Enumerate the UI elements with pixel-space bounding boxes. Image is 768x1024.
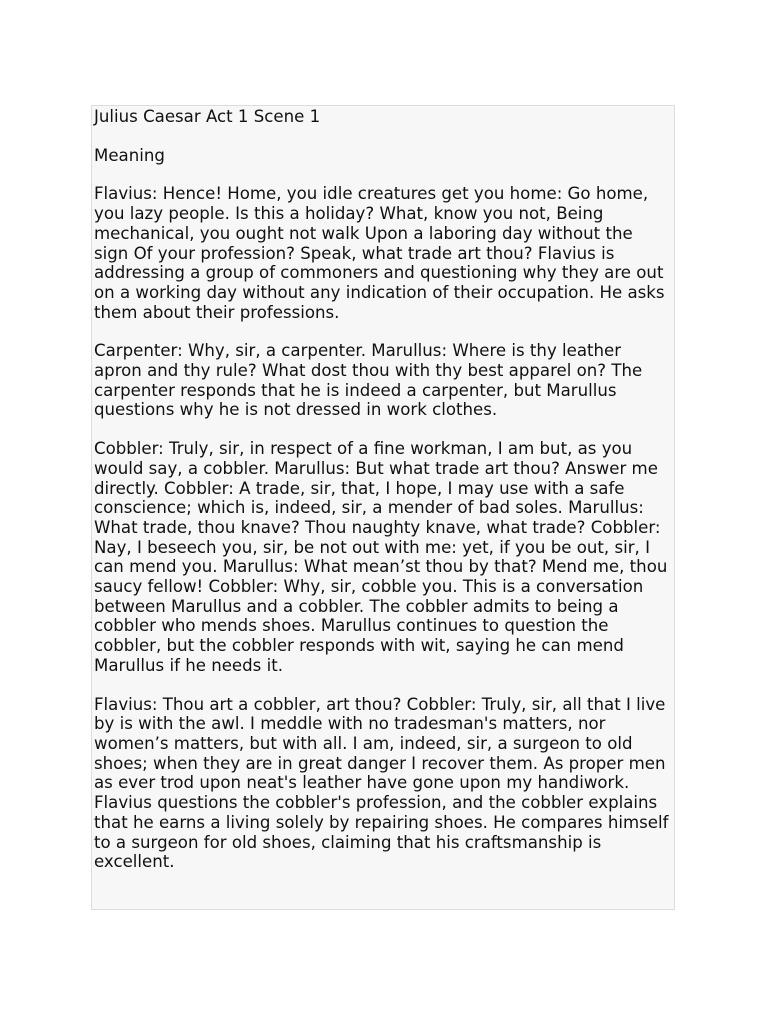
document-page bbox=[91, 105, 675, 910]
paragraph-carpenter: Carpenter: Why, sir, a carpenter. Marullus: Where is thy leather apron and thy rule? What dost thou with thy best apparel on? The carpenter responds that he is indeed a carpenter, but Marullus questions why he is not dressed in work clothes. bbox=[94, 341, 643, 420]
document-subtitle: Meaning bbox=[94, 145, 165, 165]
document-title: Julius Caesar Act 1 Scene 1 bbox=[94, 107, 321, 126]
paragraph-flavius-cobbler: Flavius: Thou art a cobbler, art thou? Cobbler: Truly, sir, all that I live by is with the awl. I meddle with no tradesman's matters, nor women’s matters, but with all. I am, indeed, sir, a surgeon to old shoes; when they are in great danger I recover them. As proper men as ever trod upon neat's leather have gone upon my handiwork. Flavius questions the cobbler's profession, and the cobbler explains that he earns a living solely by repairing shoes. He compares himself to a surgeon for old shoes, claiming that his craftsmanship is excellent. bbox=[94, 694, 669, 872]
paragraph-flavius-intro: Flavius: Hence! Home, you idle creatures get you home: Go home, you lazy people. Is this a holiday? What, know you not, Being mechanical, you ought not walk Upon a laboring day without the sign Of your profession? Speak, what trade art thou? Flavius is addressing a group of commoners and questioning why they are out on a working day without any indication of their occupation. He asks them about their professions. bbox=[94, 184, 665, 322]
paragraph-cobbler: Cobbler: Truly, sir, in respect of a fine workman, I am but, as you would say, a cobbler. Marullus: But what trade art thou? Answer me directly. Cobbler: A trade, sir, that, I hope, I may use with a safe conscience; which is, indeed, sir, a mender of bad soles. Marullus: What trade, thou knave? Thou naughty knave, what trade? Cobbler: Nay, I beseech you, sir, be not out with me: yet, if you be out, sir, I can mend you. Marullus: What mean’st thou by that? Mend me, thou saucy fellow! Cobbler: Why, sir, cobble you. This is a conversation between Marullus and a cobbler. The cobbler admits to being a cobbler who mends shoes. Marullus continues to question the cobbler, but the cobbler responds with wit, saying he can mend Marullus if he needs it. bbox=[94, 439, 668, 675]
